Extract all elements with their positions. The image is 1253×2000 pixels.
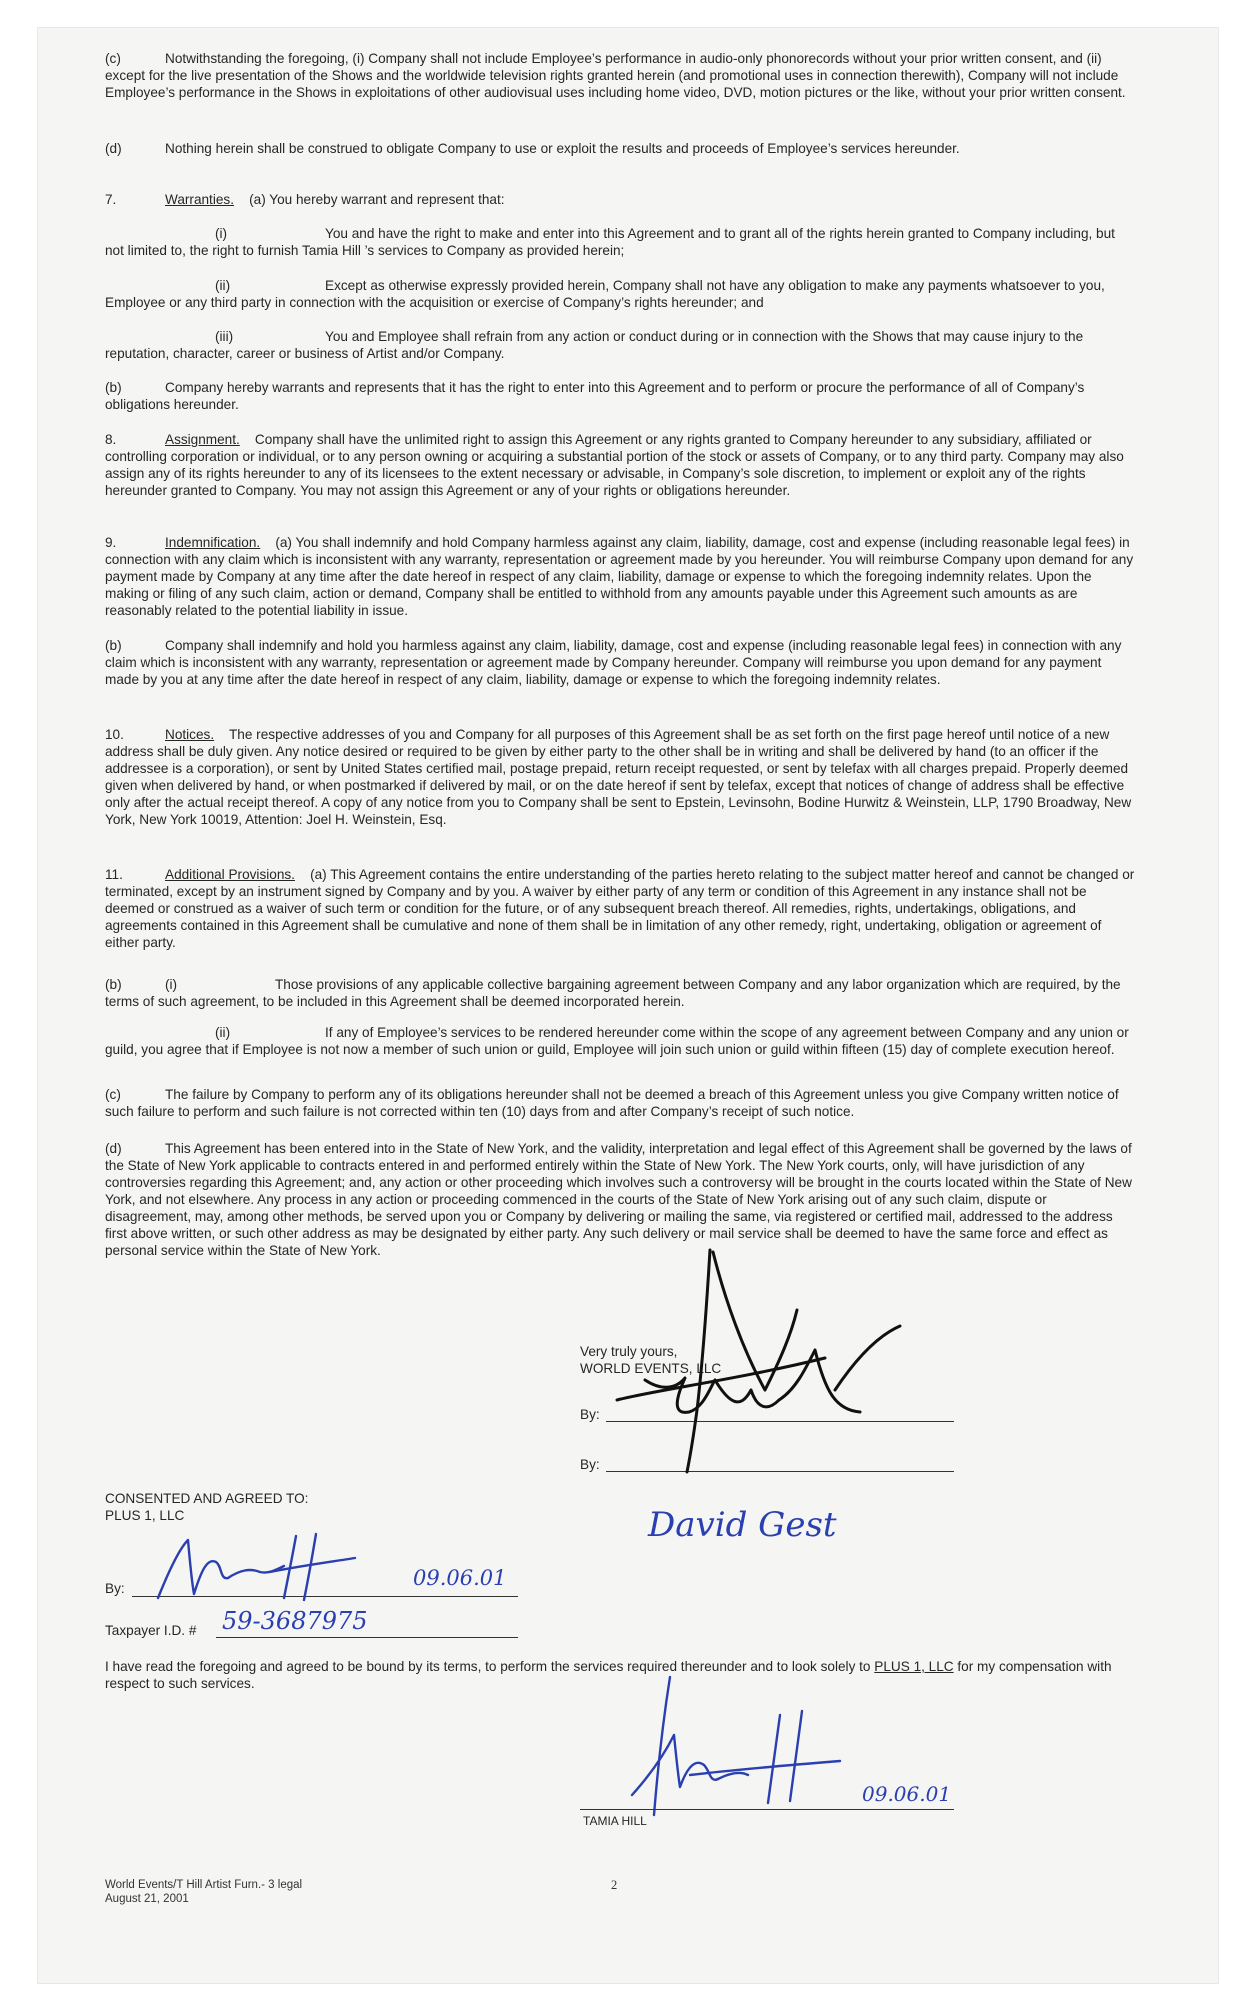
paragraph-sublead: (i) [165,977,178,992]
paragraph-7 [105,379,1135,413]
paragraph-6 [105,328,1135,362]
paragraph-text: This Agreement has been entered into in the State of New York, and the validity, interpretation and legal effect of this Agreement shall be governed by the laws of the State of New York applicable to contracts entered in and performed entirely within the State of New York. The New York courts, only, will have jurisdiction of any controversies regarding this Agreement; and, any action or other proceeding which involves such a controversy will be brought in the courts located within the State of New York, and not elsewhere. Any process in any action or proceeding commenced in the courts of the State of New York arising out of any such claim, dispute or disagreement, may, among other methods, be served upon you or Company by delivering or mailing the same, via registered or certified mail, addressed to the address first above written, or such other address as may be designated by either party. Any such delivery or mail service shall be deemed to have the same force and effect as personal service within the State of New York. [105,1141,1132,1258]
paragraph-text: Company shall indemnify and hold you harmless against any claim, liability, damage, cost and expense (including reasonable legal fees) in connection with any claim which is inconsistent with any warranty, representation or agreement made by Company hereunder. Company will reimburse you upon demand for any payment made by you at any time after the date hereof in respect of any claim, liability, damage or expense to which the foregoing indemnity relates. [105,638,1122,687]
paragraph-text: If any of Employee’s services to be rendered hereunder come within the scope of any agreement between Company and any union or guild, you agree that if Employee is not now a member of such union or guild, Employee will join such union or guild within fifteen (15) day of complete execution hereof. [105,1025,1129,1057]
by-label-1: By: [580,1407,600,1422]
taxpayer-line [216,1637,518,1638]
paragraph-text: Notwithstanding the foregoing, (i) Company shall not include Employee’s performance in audio-only phonorecords without your prior written consent, and (ii) except for the live presentation of the Shows and the worldwide television rights granted herein (and promotional uses in connection therewith), Company will not include Employee’s performance in the Shows in exploitations of other audiovisual uses including home video, DVD, motion pictures or the like, without your prior written consent. [105,51,1126,100]
signature-blue-1 [150,1528,370,1608]
paragraph-1 [105,50,1135,101]
paragraph-lead: (c) [105,1087,121,1102]
section-heading: Additional Provisions. [165,867,295,882]
paragraph-lead: (iii) [215,329,234,344]
section-heading: Warranties. [165,192,234,207]
paragraph-lead: 8. [105,432,117,447]
closing-salutation: Very truly yours, [580,1344,678,1359]
paragraph-text: The failure by Company to perform any of its obligations hereunder shall not be deemed a breach of this Agreement unless you give Company written notice of such failure to perform and such failure is not corrected within ten (10) days from and after Company’s receipt of such notice. [105,1087,1119,1119]
acknowledgement-paragraph [105,1658,1135,1692]
acknowledgement-text: I have read the foregoing and agreed to be bound by its terms, to perform the services required thereunder and to look solely to [105,1659,871,1674]
artist-signature-line [580,1809,954,1810]
paragraph-12 [105,866,1135,951]
paragraph-13 [105,976,1135,1010]
paragraph-9 [105,534,1135,619]
paragraph-lead: (b) [105,977,122,992]
page-number: 2 [611,1878,618,1892]
by-label-2: By: [580,1457,600,1472]
paragraph-lead: (ii) [215,278,231,293]
paragraph-15 [105,1086,1135,1120]
taxpayer-label: Taxpayer I.D. # [105,1623,197,1638]
consent-company: PLUS 1, LLC [105,1508,185,1523]
paragraph-8 [105,431,1135,499]
paragraph-text: You and Employee shall refrain from any action or conduct during or in connection with the Shows that may cause injury to the reputation, character, career or business of Artist and/or Company. [105,329,1084,361]
acknowledgement-date: 09.06.01 [862,1782,952,1806]
signature-black [615,1240,915,1480]
paragraph-lead: (ii) [215,1025,231,1040]
paragraph-4 [105,225,1135,259]
paragraph-5 [105,277,1135,311]
paragraph-lead: 7. [105,192,117,207]
paragraph-3 [105,191,1135,208]
paragraph-text: You and have the right to make and enter into this Agreement and to grant all of the rights herein granted to Company including, but not limited to, the right to furnish Tamia Hill ’s services to Company as provided herein; [105,226,1115,258]
paragraph-text: (a) This Agreement contains the entire understanding of the parties hereto relating to the subject matter hereof and cannot be changed or terminated, except by an instrument signed by Company and by you. A waiver by either party of any term or condition of this Agreement in any instance shall not be deemed or construed as a waiver of such term or condition for the future, or of any subsequent breach thereof. All remedies, rights, undertakings, obligations, and agreements contained in this Agreement shall be cumulative and none of them shall be in limitation of any other remedy, right, undertaking, obligation or agreement of either party. [105,867,1135,950]
paragraph-text: Except as otherwise expressly provided herein, Company shall not have any obligation to make any payments whatsoever to you, Employee or any third party in connection with the acquisition or exercise of Company’s rights hereunder; and [105,278,1105,310]
handwritten-name-david-gest: David Gest [648,1505,837,1545]
signature-blue-2 [630,1675,850,1825]
paragraph-lead: 9. [105,535,117,550]
consent-by-label: By: [105,1581,125,1596]
acknowledgement-payee: PLUS 1, LLC [874,1659,954,1674]
taxpayer-id: 59-3687975 [222,1607,368,1635]
paragraph-text: Nothing herein shall be construed to obligate Company to use or exploit the results and proceeds of Employee’s services hereunder. [165,141,960,156]
paragraph-lead: (b) [105,638,122,653]
company-name: WORLD EVENTS, LLC [580,1361,722,1376]
paragraph-lead: 10. [105,727,124,742]
paragraph-text: Those provisions of any applicable collective bargaining agreement between Company and any labor organization which are required, by the terms of such agreement, to be included in this Agreement shall be deemed incorporated herein. [105,977,1121,1009]
paragraph-text: Company hereby warrants and represents that it has the right to enter into this Agreement and to perform or procure the performance of all of Company’s obligations hereunder. [105,380,1085,412]
section-heading: Indemnification. [165,535,261,550]
paragraph-lead: (c) [105,51,121,66]
acknowledgement-text-after: for my compensation with respect to such services. [105,1659,1112,1691]
consent-heading: CONSENTED AND AGREED TO: [105,1491,309,1506]
paragraph-text: The respective addresses of you and Company for all purposes of this Agreement shall be as set forth on the first page hereof until notice of a new address shall be duly given. Any notice desired or required to be given by either party to the other shall be in writing and shall be delivered by hand (to an officer if the addressee is a corporation), or sent by United States certified mail, postage prepaid, return receipt requested, or sent by telefax with all charges prepaid. Properly deemed given when delivered by hand, or when postmarked if delivered by mail, or on the date hereof if sent by telefax, except that notices of change of address shall be effective only after the actual receipt thereof. A copy of any notice from you to Company shall be sent to Epstein, Levinsohn, Bodine Hurwitz & Weinstein, LLP, 1790 Broadway, New York, New York 10019, Attention: Joel H. Weinstein, Esq. [105,727,1132,827]
artist-name: TAMIA HILL [583,1814,647,1828]
paragraph-14 [105,1024,1135,1058]
section-heading: Notices. [165,727,215,742]
paragraph-2 [105,140,1135,157]
paragraph-text: (a) You hereby warrant and represent that: [249,192,505,207]
paragraph-lead: (d) [105,141,122,156]
section-heading: Assignment. [165,432,240,447]
paragraph-text: (a) You shall indemnify and hold Company harmless against any claim, liability, damage, cost and expense (including reasonable legal fees) in connection with any claim which is inconsistent with any warranty, representation or agreement made by you hereunder. You will reimburse Company upon demand for any payment made by Company at any time after the date hereof in respect of any claim, liability, damage or expense to which the foregoing indemnity relates. Upon the making or filing of any such claim, action or demand, Company shall be entitled to withhold from any amounts payable under this Agreement such amounts as are reasonably related to the potential liability in issue. [105,535,1134,618]
paragraph-10 [105,637,1135,688]
paragraph-lead: (i) [215,226,228,241]
footer-line-1: World Events/T Hill Artist Furn.- 3 legal [105,1879,303,1891]
consent-date: 09.06.01 [413,1566,507,1590]
paragraph-text: Company shall have the unlimited right to assign this Agreement or any rights granted to Company hereunder to any subsidiary, affiliated or controlling corporation or individual, or to any person owning or acquiring a substantial portion of the stock or assets of Company, or to any third party. Company may also assign any of its rights hereunder to any of its licensees to the extent necessary or advisable, in Company’s sole discretion, to implement or exploit any of the rights hereunder granted to Company. You may not assign this Agreement or any of your rights or obligations hereunder. [105,432,1124,498]
paragraph-lead: (b) [105,380,122,395]
paragraph-lead: 11. [105,867,123,882]
paragraph-lead: (d) [105,1141,122,1156]
footer-line-2: August 21, 2001 [105,1893,189,1905]
paragraph-11 [105,726,1135,828]
